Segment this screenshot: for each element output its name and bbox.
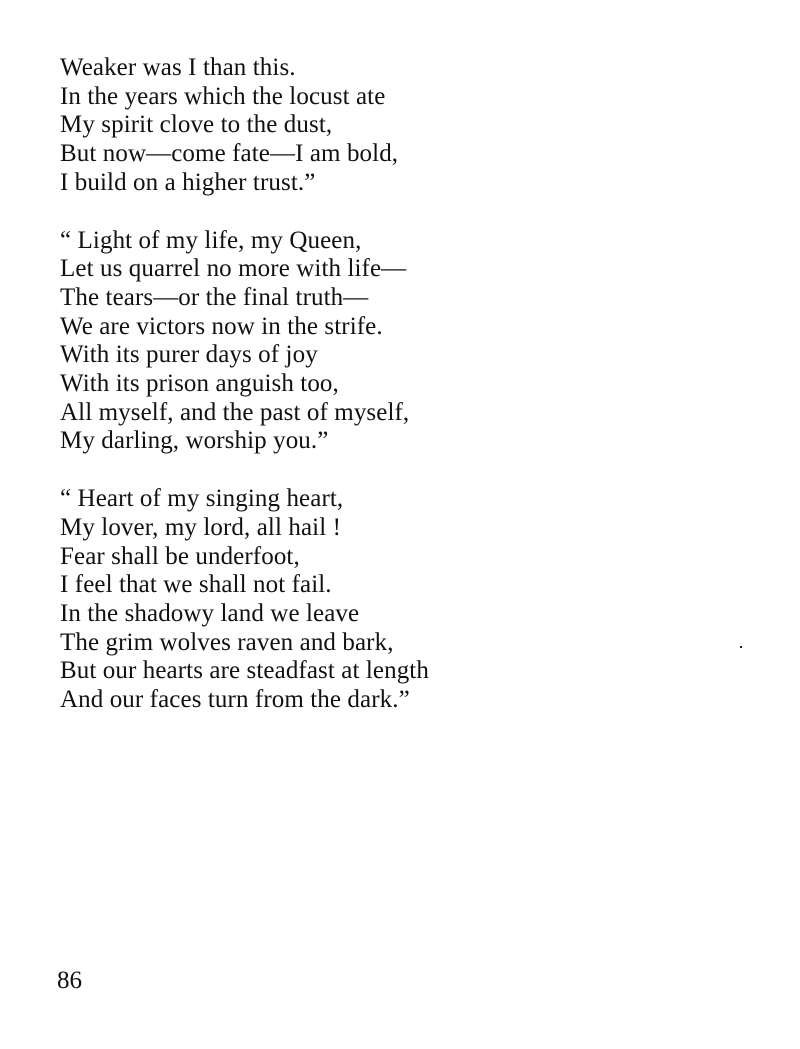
poem-line: With its purer days of joy <box>60 341 318 369</box>
poem-line: The grim wolves raven and bark, <box>60 628 394 656</box>
poem-line: In the years which the locust ate <box>60 82 386 110</box>
poem-line: My lover, my lord, all hail ! <box>60 513 342 541</box>
poem-line: But now—come fate—I am bold, <box>60 140 399 168</box>
poem-line: I build on a higher trust.” <box>60 168 316 196</box>
poem-line: Let us quarrel no more with life— <box>60 255 407 283</box>
page-number: 86 <box>57 967 82 994</box>
poem-line: All myself, and the past of myself, <box>60 398 410 426</box>
poem-line: Weaker was I than this. <box>60 54 296 81</box>
poem-line: My spirit clove to the dust, <box>60 111 333 139</box>
poem-line: “ Light of my life, my Queen, <box>60 226 362 254</box>
poem-text <box>60 54 740 744</box>
poem-line: And our faces turn from the dark.” <box>60 686 410 714</box>
stray-ink-dot <box>740 646 742 648</box>
poem-line: The tears—or the final truth— <box>60 283 369 311</box>
poem-line: But our hearts are steadfast at length <box>60 657 429 685</box>
stanza-3 <box>60 485 740 715</box>
poem-line: With its prison anguish too, <box>60 370 339 398</box>
stanza-1 <box>60 54 740 198</box>
poem-line: We are victors now in the strife. <box>60 312 383 340</box>
poem-line: I feel that we shall not fail. <box>60 571 332 599</box>
poem-line: “ Heart of my singing heart, <box>60 485 344 513</box>
stanza-2 <box>60 227 740 457</box>
poem-line: Fear shall be underfoot, <box>60 542 300 570</box>
poem-line: In the shadowy land we leave <box>60 599 360 627</box>
poem-line: My darling, worship you.” <box>60 427 329 455</box>
